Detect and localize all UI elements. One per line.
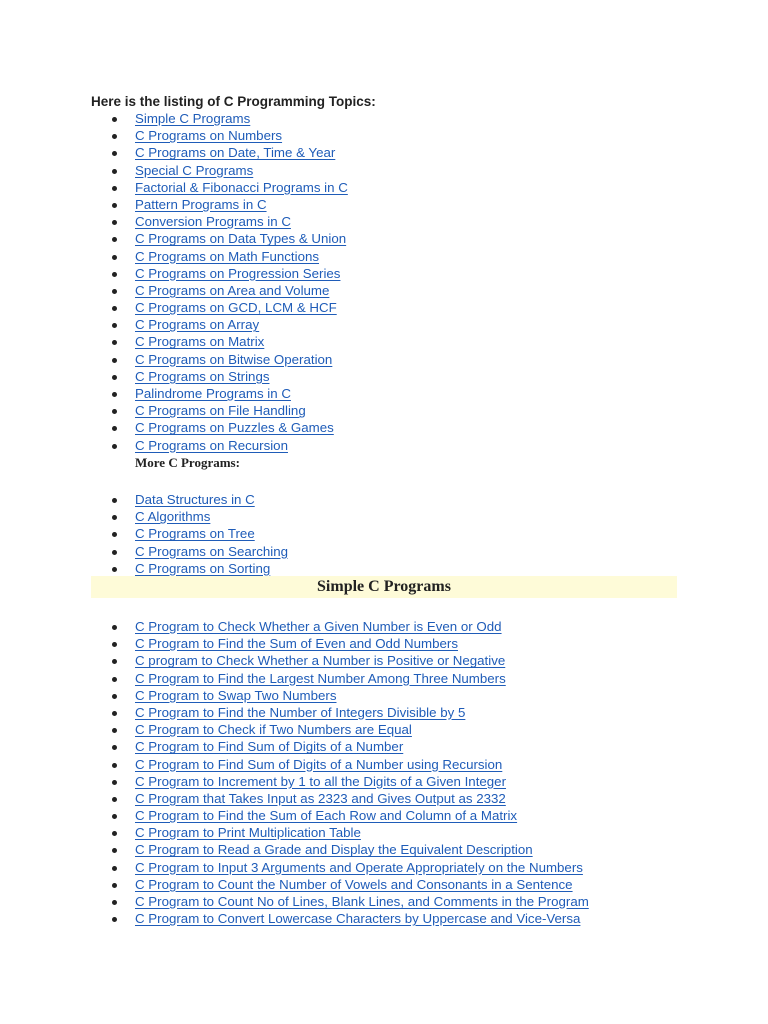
bullet-icon xyxy=(112,745,117,750)
topic-link[interactable]: C Program to Find the Number of Integers Divisible by 5 xyxy=(135,704,466,720)
bullet-icon xyxy=(112,532,117,537)
list-item xyxy=(0,402,348,419)
topic-link[interactable]: Special C Programs xyxy=(135,162,254,178)
list-item xyxy=(0,893,589,910)
topic-link[interactable]: C Programs on GCD, LCM & HCF xyxy=(135,300,337,316)
list-item xyxy=(0,790,589,807)
topic-link[interactable]: C Programs on Searching xyxy=(135,543,288,559)
topic-link[interactable]: C Program to Input 3 Arguments and Operate Appropriately on the Numbers xyxy=(135,859,583,875)
topic-link[interactable]: C Program to Print Multiplication Table xyxy=(135,825,361,841)
list-item xyxy=(0,127,348,144)
bullet-icon xyxy=(112,340,117,345)
topic-link[interactable]: C Programs on Numbers xyxy=(135,128,283,144)
list-item xyxy=(0,721,589,738)
topic-link[interactable]: C Program to Count No of Lines, Blank Lines, and Comments in the Program xyxy=(135,894,589,909)
bullet-icon xyxy=(112,134,117,139)
topic-link[interactable]: C Program to Read a Grade and Display the Equivalent Description xyxy=(135,842,533,858)
list-item xyxy=(0,670,589,687)
bullet-icon xyxy=(112,255,117,260)
bullet-icon xyxy=(112,237,117,242)
topic-link[interactable]: C Algorithms xyxy=(135,509,211,525)
topic-link[interactable]: C Program to Count the Number of Vowels and Consonants in a Sentence xyxy=(135,876,573,892)
bullet-icon xyxy=(112,763,117,768)
list-item xyxy=(0,756,589,773)
bullet-icon xyxy=(112,642,117,647)
list-item xyxy=(0,508,288,525)
list-item xyxy=(0,196,348,213)
bullet-icon xyxy=(112,677,117,682)
bullet-icon xyxy=(112,272,117,277)
list-item xyxy=(0,437,348,454)
list-item xyxy=(0,419,348,436)
bullet-icon xyxy=(112,323,117,328)
list-item xyxy=(0,859,589,876)
list-item xyxy=(0,841,589,858)
topic-link[interactable]: Conversion Programs in C xyxy=(135,214,291,230)
bullet-icon xyxy=(112,694,117,699)
list-item xyxy=(0,162,348,179)
simple-programs-list xyxy=(0,618,589,927)
topic-link[interactable]: Simple C Programs xyxy=(135,111,251,126)
bullet-icon xyxy=(112,375,117,380)
bullet-icon xyxy=(112,426,117,431)
bullet-icon xyxy=(112,848,117,853)
topic-link[interactable]: C Program to Find the Largest Number Among Three Numbers xyxy=(135,670,506,686)
list-item xyxy=(0,316,348,333)
list-item xyxy=(0,213,348,230)
list-item xyxy=(0,910,589,927)
list-item xyxy=(0,618,589,635)
list-item xyxy=(0,230,348,247)
bullet-icon xyxy=(112,659,117,664)
topic-link[interactable]: C Program to Increment by 1 to all the Digits of a Given Integer xyxy=(135,773,507,789)
topic-link[interactable]: C Programs on Progression Series xyxy=(135,265,341,281)
bullet-icon xyxy=(112,780,117,785)
bullet-icon xyxy=(112,917,117,922)
list-item xyxy=(0,876,589,893)
list-item xyxy=(0,265,348,282)
list-item xyxy=(0,738,589,755)
bullet-icon xyxy=(112,728,117,733)
topic-link[interactable]: Factorial & Fibonacci Programs in C xyxy=(135,179,348,195)
bullet-icon xyxy=(112,831,117,836)
list-item xyxy=(0,491,288,508)
topic-link[interactable]: C Programs on Data Types & Union xyxy=(135,231,347,247)
list-item xyxy=(0,351,348,368)
topic-link[interactable]: C Programs on File Handling xyxy=(135,403,306,419)
bullet-icon xyxy=(112,567,117,572)
bullet-icon xyxy=(112,866,117,871)
topic-link[interactable]: C Programs on Math Functions xyxy=(135,248,320,264)
bullet-icon xyxy=(112,883,117,888)
topic-link[interactable]: C Program to Find Sum of Digits of a Number using Recursion xyxy=(135,756,503,772)
list-item xyxy=(0,807,589,824)
topic-link[interactable]: C Program to Find the Sum of Even and Odd Numbers xyxy=(135,636,458,652)
list-item xyxy=(0,824,589,841)
topic-link[interactable]: C Program to Check Whether a Given Number is Even or Odd xyxy=(135,619,502,634)
bullet-icon xyxy=(112,186,117,191)
topic-link[interactable]: Data Structures in C xyxy=(135,492,255,507)
list-item xyxy=(0,773,589,790)
topic-link[interactable]: C Program to Check if Two Numbers are Equal xyxy=(135,722,412,738)
topic-link[interactable]: C Programs on Date, Time & Year xyxy=(135,145,336,161)
bullet-icon xyxy=(112,289,117,294)
bullet-icon xyxy=(112,220,117,225)
bullet-icon xyxy=(112,409,117,414)
list-item xyxy=(0,635,589,652)
bullet-icon xyxy=(112,711,117,716)
topic-link[interactable]: C Program to Convert Lowercase Characters by Uppercase and Vice-Versa xyxy=(135,911,581,927)
list-item xyxy=(0,333,348,350)
bullet-icon xyxy=(112,797,117,802)
topic-link[interactable]: C Programs on Bitwise Operation xyxy=(135,351,333,367)
list-item xyxy=(0,299,348,316)
bullet-icon xyxy=(112,151,117,156)
topic-link[interactable]: C Program that Takes Input as 2323 and Gives Output as 2332 xyxy=(135,790,506,806)
bullet-icon xyxy=(112,306,117,311)
bullet-icon xyxy=(112,117,117,122)
bullet-icon xyxy=(112,498,117,503)
intro-heading: Here is the listing of C Programming Topics: xyxy=(91,94,376,109)
topic-link[interactable]: C Programs on Recursion xyxy=(135,437,288,453)
more-programs-heading: More C Programs: xyxy=(135,455,240,470)
bullet-icon xyxy=(112,625,117,630)
list-item xyxy=(0,560,288,577)
list-item xyxy=(0,543,288,560)
bullet-icon xyxy=(112,169,117,174)
list-item xyxy=(0,525,288,542)
list-item xyxy=(0,385,348,402)
bullet-icon xyxy=(112,814,117,819)
topic-link[interactable]: Pattern Programs in C xyxy=(135,196,267,212)
list-item xyxy=(0,282,348,299)
bullet-icon xyxy=(112,392,117,397)
list-item xyxy=(0,248,348,265)
topics-list xyxy=(0,110,348,454)
bullet-icon xyxy=(112,203,117,208)
bullet-icon xyxy=(112,550,117,555)
topic-link[interactable]: C program to Check Whether a Number is Positive or Negative xyxy=(135,653,506,669)
topic-link[interactable]: C Programs on Strings xyxy=(135,368,270,384)
list-item xyxy=(0,687,589,704)
topic-link[interactable]: C Program to Find the Sum of Each Row and Column of a Matrix xyxy=(135,808,518,824)
topic-link[interactable]: C Programs on Matrix xyxy=(135,334,265,350)
bullet-icon xyxy=(112,515,117,520)
section-title-simple-c-programs: Simple C Programs xyxy=(91,576,677,598)
topic-link[interactable]: C Programs on Array xyxy=(135,317,260,333)
topic-link[interactable]: C Program to Swap Two Numbers xyxy=(135,687,337,703)
more-programs-list xyxy=(0,491,288,577)
topic-link[interactable]: C Programs on Sorting xyxy=(135,560,271,576)
list-item xyxy=(0,144,348,161)
bullet-icon xyxy=(112,900,117,905)
list-item xyxy=(0,704,589,721)
topic-link[interactable]: C Programs on Puzzles & Games xyxy=(135,420,334,436)
topic-link[interactable]: C Programs on Tree xyxy=(135,526,255,542)
topic-link[interactable]: C Program to Find Sum of Digits of a Number xyxy=(135,739,404,755)
topic-link[interactable]: C Programs on Area and Volume xyxy=(135,282,330,298)
list-item xyxy=(0,110,348,127)
bullet-icon xyxy=(112,444,117,449)
topic-link[interactable]: Palindrome Programs in C xyxy=(135,386,291,401)
bullet-icon xyxy=(112,358,117,363)
list-item xyxy=(0,368,348,385)
list-item xyxy=(0,179,348,196)
list-item xyxy=(0,652,589,669)
